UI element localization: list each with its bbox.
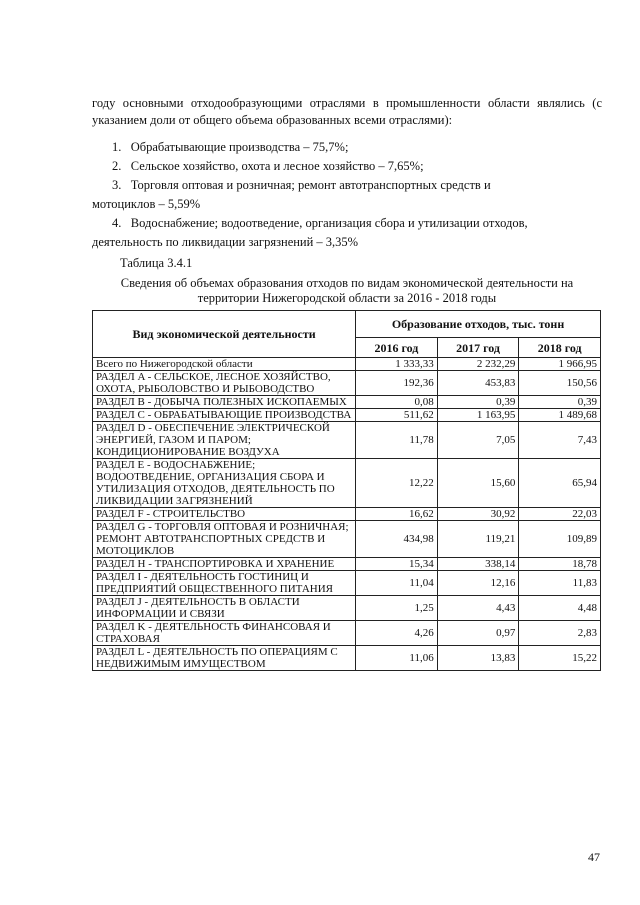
value-2016-cell: 4,26 xyxy=(356,621,438,646)
table-row xyxy=(93,558,601,571)
value-2016-cell: 434,98 xyxy=(356,521,438,558)
activity-cell: РАЗДЕЛ A - СЕЛЬСКОЕ, ЛЕСНОЕ ХОЗЯЙСТВО, ОХОТА, РЫБОЛОВСТВО И РЫБОВОДСТВО xyxy=(93,371,356,396)
value-2018-cell: 1 489,68 xyxy=(519,409,601,422)
value-2018-cell: 7,43 xyxy=(519,422,601,459)
value-2017-cell: 30,92 xyxy=(437,508,519,521)
year-2018-header: 2018 год xyxy=(519,338,601,358)
list-item-text: Водоснабжение; водоотведение, организация сбора и утилизации отходов, xyxy=(130,216,528,230)
value-2017-cell: 7,05 xyxy=(437,422,519,459)
value-2018-cell: 2,83 xyxy=(519,621,601,646)
value-2016-cell: 1,25 xyxy=(356,596,438,621)
activity-cell: РАЗДЕЛ G - ТОРГОВЛЯ ОПТОВАЯ И РОЗНИЧНАЯ; РЕМОНТ АВТОТРАНСПОРТНЫХ СРЕДСТВ И МОТОЦИКЛОВ xyxy=(93,521,356,558)
year-2016-header: 2016 год xyxy=(356,338,438,358)
value-2016-cell: 1 333,33 xyxy=(356,358,438,371)
value-2016-cell: 12,22 xyxy=(356,459,438,508)
value-2016-cell: 11,78 xyxy=(356,422,438,459)
list-item xyxy=(92,214,602,252)
activity-column-header: Вид экономической деятельности xyxy=(93,311,356,358)
value-2018-cell: 65,94 xyxy=(519,459,601,508)
value-2018-cell: 109,89 xyxy=(519,521,601,558)
table-caption-line1: Сведения об объемах образования отходов по видам экономической деятельности на xyxy=(120,276,574,290)
value-2017-cell: 13,83 xyxy=(437,646,519,671)
value-2018-cell: 11,83 xyxy=(519,571,601,596)
list-item xyxy=(92,176,602,214)
table-row xyxy=(93,508,601,521)
value-2017-cell: 2 232,29 xyxy=(437,358,519,371)
table-caption-line2: территории Нижегородской области за 2016 - 2018 годы xyxy=(197,291,497,305)
page-number: 47 xyxy=(588,850,600,864)
list-item xyxy=(112,157,602,176)
table-row xyxy=(93,646,601,671)
value-2017-cell: 338,14 xyxy=(437,558,519,571)
table-row xyxy=(93,396,601,409)
table-header-row xyxy=(93,311,601,338)
activity-cell: РАЗДЕЛ H - ТРАНСПОРТИРОВКА И ХРАНЕНИЕ xyxy=(93,558,356,571)
table-row xyxy=(93,358,601,371)
list-item-continuation: деятельность по ликвидации загрязнений – 3,35% xyxy=(92,235,359,249)
value-2018-cell: 18,78 xyxy=(519,558,601,571)
value-2017-cell: 1 163,95 xyxy=(437,409,519,422)
value-2018-cell: 150,56 xyxy=(519,371,601,396)
table-row xyxy=(93,371,601,396)
year-2017-header: 2017 год xyxy=(437,338,519,358)
activity-cell: РАЗДЕЛ B - ДОБЫЧА ПОЛЕЗНЫХ ИСКОПАЕМЫХ xyxy=(93,396,356,409)
activity-cell: РАЗДЕЛ E - ВОДОСНАБЖЕНИЕ; ВОДООТВЕДЕНИЕ, ОРГАНИЗАЦИЯ СБОРА И УТИЛИЗАЦИЯ ОТХОДОВ, ДЕЯТЕЛЬНОСТЬ ПО ЛИКВИДАЦИИ ЗАГРЯЗНЕНИЙ xyxy=(93,459,356,508)
list-item-number: 3. xyxy=(112,178,122,192)
value-2016-cell: 192,36 xyxy=(356,371,438,396)
activity-cell: РАЗДЕЛ J - ДЕЯТЕЛЬНОСТЬ В ОБЛАСТИ ИНФОРМАЦИИ И СВЯЗИ xyxy=(93,596,356,621)
table-body xyxy=(93,358,601,671)
table-caption xyxy=(92,276,602,306)
activity-cell: РАЗДЕЛ L - ДЕЯТЕЛЬНОСТЬ ПО ОПЕРАЦИЯМ С НЕДВИЖИМЫМ ИМУЩЕСТВОМ xyxy=(93,646,356,671)
table-row xyxy=(93,409,601,422)
value-2017-cell: 4,43 xyxy=(437,596,519,621)
value-2018-cell: 15,22 xyxy=(519,646,601,671)
activity-cell: РАЗДЕЛ F - СТРОИТЕЛЬСТВО xyxy=(93,508,356,521)
value-2017-cell: 0,97 xyxy=(437,621,519,646)
activity-cell: РАЗДЕЛ D - ОБЕСПЕЧЕНИЕ ЭЛЕКТРИЧЕСКОЙ ЭНЕРГИЕЙ, ГАЗОМ И ПАРОМ; КОНДИЦИОНИРОВАНИЕ ВОЗДУХА xyxy=(93,422,356,459)
list-item-text: Торговля оптовая и розничная; ремонт автотранспортных средств и xyxy=(130,178,491,192)
value-2017-cell: 119,21 xyxy=(437,521,519,558)
value-2018-cell: 22,03 xyxy=(519,508,601,521)
value-2018-cell: 1 966,95 xyxy=(519,358,601,371)
value-2018-cell: 0,39 xyxy=(519,396,601,409)
table-label: Таблица 3.4.1 xyxy=(120,256,193,270)
list-item-number: 2. xyxy=(112,159,122,173)
activity-cell: РАЗДЕЛ C - ОБРАБАТЫВАЮЩИЕ ПРОИЗВОДСТВА xyxy=(93,409,356,422)
intro-paragraph: году основными отходообразующими отраслями в промышленности области являлись (с указанием доли от общего объема образованных всеми отраслями): xyxy=(92,96,602,127)
list-item-number: 1. xyxy=(112,140,122,154)
value-2016-cell: 15,34 xyxy=(356,558,438,571)
table-row xyxy=(93,596,601,621)
list-item-continuation: мотоциклов – 5,59% xyxy=(92,197,201,211)
list-item-text: Сельское хозяйство, охота и лесное хозяйство – 7,65%; xyxy=(130,159,424,173)
table-row xyxy=(93,459,601,508)
value-2017-cell: 0,39 xyxy=(437,396,519,409)
table-row xyxy=(93,521,601,558)
table-row xyxy=(93,621,601,646)
activity-cell: РАЗДЕЛ I - ДЕЯТЕЛЬНОСТЬ ГОСТИНИЦ И ПРЕДПРИЯТИЙ ОБЩЕСТВЕННОГО ПИТАНИЯ xyxy=(93,571,356,596)
waste-volume-table xyxy=(92,310,601,671)
list-item-text: Обрабатывающие производства – 75,7%; xyxy=(130,140,349,154)
value-2018-cell: 4,48 xyxy=(519,596,601,621)
table-row xyxy=(93,571,601,596)
value-2017-cell: 15,60 xyxy=(437,459,519,508)
value-2016-cell: 11,06 xyxy=(356,646,438,671)
value-2016-cell: 511,62 xyxy=(356,409,438,422)
table-row xyxy=(93,422,601,459)
value-2017-cell: 453,83 xyxy=(437,371,519,396)
value-2016-cell: 16,62 xyxy=(356,508,438,521)
activity-cell: Всего по Нижегородской области xyxy=(93,358,356,371)
value-2016-cell: 0,08 xyxy=(356,396,438,409)
value-2016-cell: 11,04 xyxy=(356,571,438,596)
activity-cell: РАЗДЕЛ K - ДЕЯТЕЛЬНОСТЬ ФИНАНСОВАЯ И СТРАХОВАЯ xyxy=(93,621,356,646)
list-item xyxy=(112,138,602,157)
waste-volume-group-header: Образование отходов, тыс. тонн xyxy=(356,311,601,338)
list-item-number: 4. xyxy=(112,216,122,230)
value-2017-cell: 12,16 xyxy=(437,571,519,596)
industry-share-list xyxy=(92,138,602,252)
